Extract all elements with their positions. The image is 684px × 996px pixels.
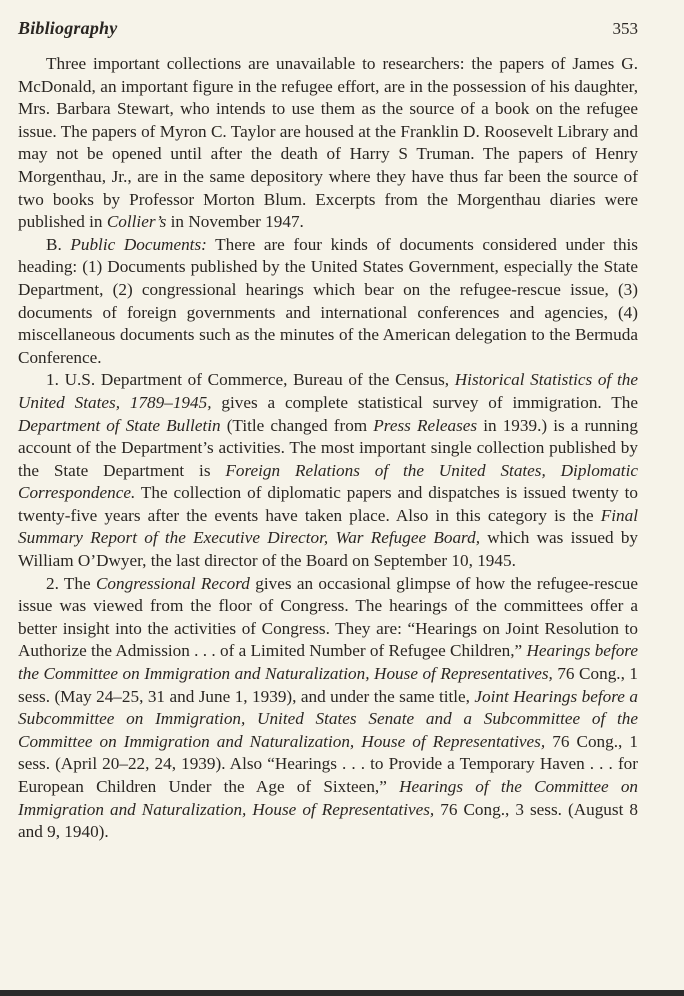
italic-text: Congressional Record: [95, 573, 250, 593]
text-run: (Title changed from: [220, 415, 374, 435]
italic-text: Collier’s: [106, 212, 167, 232]
paragraph: [18, 573, 638, 844]
text-run: gives a complete statistical survey of immigration. The: [211, 392, 638, 412]
text-run: The collection of diplomatic papers and dispatches is issued twenty to twenty-five years after the events have taken place. Also in this category is the: [18, 483, 638, 525]
book-page: [18, 18, 638, 844]
page-number: 353: [612, 19, 638, 38]
text-run: which was issued by William O’Dwyer, the last director of the Board on September 10, 1945.: [18, 528, 639, 571]
text-run: in 1939.) is a running account of the Department’s activities. The most important single collection published by the State Department is: [18, 415, 638, 480]
italic-text: Department of State Bulletin: [18, 415, 221, 435]
page-header: [18, 18, 638, 39]
italic-text: Press Releases: [373, 415, 478, 435]
paragraph: [18, 369, 638, 572]
body-text: [18, 53, 638, 844]
paragraph: [18, 234, 638, 370]
text-run: 76 Cong., 1 sess. (April 20–22, 24, 1939). Also “Hearings . . . to Provide a Temporary Haven . . . for European Children Under the Age of Sixteen,”: [18, 731, 638, 796]
italic-text: Joint Hearings before a Subcommittee on Immigration, United States Senate and a Subcommittee of the Committee on Immigration and Naturalization, House of Representatives,: [18, 686, 638, 751]
italic-text: Public Documents:: [70, 234, 207, 254]
text-run: in November 1947.: [166, 212, 304, 232]
running-title: Bibliography: [18, 18, 118, 38]
text-run: B.: [46, 234, 71, 254]
italic-text: Hearings of the Committee on Immigration and Naturalization, House of Representatives,: [18, 777, 639, 819]
italic-text: Foreign Relations of the United States, Diplomatic Correspondence.: [18, 460, 638, 503]
text-run: 76 Cong., 1 sess. (May 24–25, 31 and June 1, 1939), and under the same title,: [18, 664, 638, 706]
text-run: Three important collections are unavailable to researchers: the papers of James G. McDonald, an important figure in the refugee effort, are in the possession of his daughter, Mrs. Barbara Stewart, who intends to use them as the source of a book on the refugee issue. The papers of Myron C. Taylor are housed at the Franklin D. Roosevelt Library and may not be opened until after the death of Harry S Truman. The papers of Henry Morgenthau, Jr., are in the same depository where they have thus far been the source of two books by Professor Morton Blum. Excerpts from the Morgenthau diaries were published in: [18, 54, 638, 232]
text-run: 1. U.S. Department of Commerce, Bureau of the Census,: [46, 370, 455, 390]
text-run: There are four kinds of documents considered under this heading: (1) Documents published by the United States Government, especially the State Department, (2) congressional hearings which bear on the refugee-rescue issue, (3) documents of foreign governments and international conferences and agencies, (4) miscellaneous documents such as the minutes of the American delegation to the Bermuda Conference.: [18, 234, 639, 367]
italic-text: Final Summary Report of the Executive Director, War Refugee Board,: [18, 505, 638, 548]
text-run: 76 Cong., 3 sess. (August 8 and 9, 1940).: [18, 799, 638, 842]
text-run: 2. The: [46, 573, 96, 593]
italic-text: Hearings before the Committee on Immigration and Naturalization, House of Representatives,: [18, 641, 638, 684]
scan-edge-bar: [0, 990, 684, 996]
italic-text: Historical Statistics of the United States, 1789–1945,: [18, 370, 638, 412]
paragraph: [18, 53, 638, 234]
text-run: gives an occasional glimpse of how the refugee-rescue issue was viewed from the floor of Congress. The hearings of the committees offer a better insight into the activities of Congress. They are: “Hearings on Joint Resolution to Authorize the Admission . . . of a Limited Number of Refugee Children,”: [18, 573, 638, 661]
